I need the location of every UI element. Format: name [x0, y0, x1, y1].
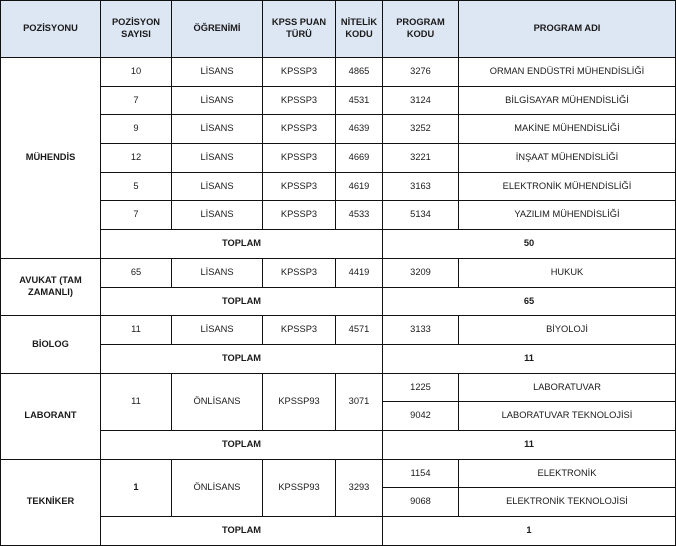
count-cell: 11: [101, 316, 172, 345]
total-value: 11: [383, 344, 676, 373]
total-label: TOPLAM: [101, 287, 383, 316]
program-code-cell: 3124: [383, 86, 459, 115]
kpss-cell: KPSSP3: [263, 172, 336, 201]
total-value: 1: [383, 517, 676, 546]
program-name-cell: MAKİNE MÜHENDİSLİĞİ: [459, 115, 676, 144]
total-label: TOPLAM: [101, 517, 383, 546]
program-name-cell: YAZILIM MÜHENDİSLİĞİ: [459, 201, 676, 230]
program-code-cell: 3276: [383, 58, 459, 87]
total-row: [1, 430, 676, 459]
count-cell: 9: [101, 115, 172, 144]
header-pozisyonu: POZİSYONU: [1, 1, 101, 58]
table-row: [1, 201, 676, 230]
header-nitelik-kodu: NİTELİK KODU: [336, 1, 383, 58]
total-row: [1, 287, 676, 316]
education-cell: LİSANS: [172, 258, 263, 287]
education-cell: LİSANS: [172, 316, 263, 345]
count-cell: 1: [101, 459, 172, 516]
header-row: [1, 1, 676, 58]
total-row: [1, 230, 676, 259]
program-code-cell: 3209: [383, 258, 459, 287]
nitelik-cell: 4619: [336, 172, 383, 201]
nitelik-cell: 4639: [336, 115, 383, 144]
total-label: TOPLAM: [101, 430, 383, 459]
nitelik-cell: 3293: [336, 459, 383, 516]
count-cell: 10: [101, 58, 172, 87]
total-value: 11: [383, 430, 676, 459]
kpss-cell: KPSSP3: [263, 316, 336, 345]
header-kpss-puan-turu: KPSS PUAN TÜRÜ: [263, 1, 336, 58]
program-name-cell: BİLGİSAYAR MÜHENDİSLİĞİ: [459, 86, 676, 115]
total-label: TOPLAM: [101, 230, 383, 259]
program-code-cell: 3133: [383, 316, 459, 345]
total-value: 65: [383, 287, 676, 316]
count-cell: 5: [101, 172, 172, 201]
table-row: [1, 459, 676, 488]
header-pozisyon-sayisi: POZİSYON SAYISI: [101, 1, 172, 58]
program-name-cell: ELEKTRONİK MÜHENDİSLİĞİ: [459, 172, 676, 201]
nitelik-cell: 4571: [336, 316, 383, 345]
education-cell: LİSANS: [172, 86, 263, 115]
kpss-cell: KPSSP93: [263, 459, 336, 516]
kpss-cell: KPSSP3: [263, 258, 336, 287]
program-name-cell: HUKUK: [459, 258, 676, 287]
header-program-kodu: PROGRAM KODU: [383, 1, 459, 58]
total-value: 50: [383, 230, 676, 259]
program-code-cell: 3163: [383, 172, 459, 201]
count-cell: 11: [101, 373, 172, 430]
header-program-adi: PROGRAM ADI: [459, 1, 676, 58]
table-row: [1, 144, 676, 173]
program-code-cell: 1154: [383, 459, 459, 488]
total-row: [1, 517, 676, 546]
total-row: [1, 344, 676, 373]
program-name-cell: BİYOLOJİ: [459, 316, 676, 345]
table-row: [1, 316, 676, 345]
count-cell: 7: [101, 201, 172, 230]
kpss-cell: KPSSP93: [263, 373, 336, 430]
position-cell-tekniker: TEKNİKER: [1, 459, 101, 545]
program-code-cell: 3221: [383, 144, 459, 173]
nitelik-cell: 4669: [336, 144, 383, 173]
position-cell-muhendis: MÜHENDİS: [1, 58, 101, 259]
nitelik-cell: 3071: [336, 373, 383, 430]
kpss-cell: KPSSP3: [263, 201, 336, 230]
position-cell-biolog: BİOLOG: [1, 316, 101, 373]
table-row: [1, 172, 676, 201]
program-code-cell: 3252: [383, 115, 459, 144]
education-cell: LİSANS: [172, 115, 263, 144]
program-name-cell: LABORATUVAR: [459, 373, 676, 402]
program-name-cell: ORMAN ENDÜSTRİ MÜHENDİSLİĞİ: [459, 58, 676, 87]
table-row: [1, 58, 676, 87]
program-code-cell: 9068: [383, 488, 459, 517]
education-cell: LİSANS: [172, 201, 263, 230]
program-name-cell: İNŞAAT MÜHENDİSLİĞİ: [459, 144, 676, 173]
header-ogrenimi: ÖĞRENİMİ: [172, 1, 263, 58]
table-row: [1, 373, 676, 402]
education-cell: LİSANS: [172, 144, 263, 173]
kpss-cell: KPSSP3: [263, 115, 336, 144]
nitelik-cell: 4419: [336, 258, 383, 287]
nitelik-cell: 4533: [336, 201, 383, 230]
education-cell: LİSANS: [172, 58, 263, 87]
program-name-cell: ELEKTRONİK TEKNOLOJİSİ: [459, 488, 676, 517]
program-code-cell: 5134: [383, 201, 459, 230]
table-row: [1, 86, 676, 115]
kpss-cell: KPSSP3: [263, 86, 336, 115]
program-name-cell: ELEKTRONİK: [459, 459, 676, 488]
program-name-cell: LABORATUVAR TEKNOLOJİSİ: [459, 402, 676, 431]
education-cell: ÖNLİSANS: [172, 373, 263, 430]
count-cell: 65: [101, 258, 172, 287]
table-row: [1, 258, 676, 287]
kpss-cell: KPSSP3: [263, 58, 336, 87]
count-cell: 7: [101, 86, 172, 115]
position-cell-laborant: LABORANT: [1, 373, 101, 459]
position-cell-avukat: AVUKAT (TAM ZAMANLI): [1, 258, 101, 315]
education-cell: LİSANS: [172, 172, 263, 201]
kpss-cell: KPSSP3: [263, 144, 336, 173]
count-cell: 12: [101, 144, 172, 173]
program-code-cell: 9042: [383, 402, 459, 431]
program-code-cell: 1225: [383, 373, 459, 402]
education-cell: ÖNLİSANS: [172, 459, 263, 516]
total-label: TOPLAM: [101, 344, 383, 373]
table-row: [1, 115, 676, 144]
nitelik-cell: 4865: [336, 58, 383, 87]
nitelik-cell: 4531: [336, 86, 383, 115]
